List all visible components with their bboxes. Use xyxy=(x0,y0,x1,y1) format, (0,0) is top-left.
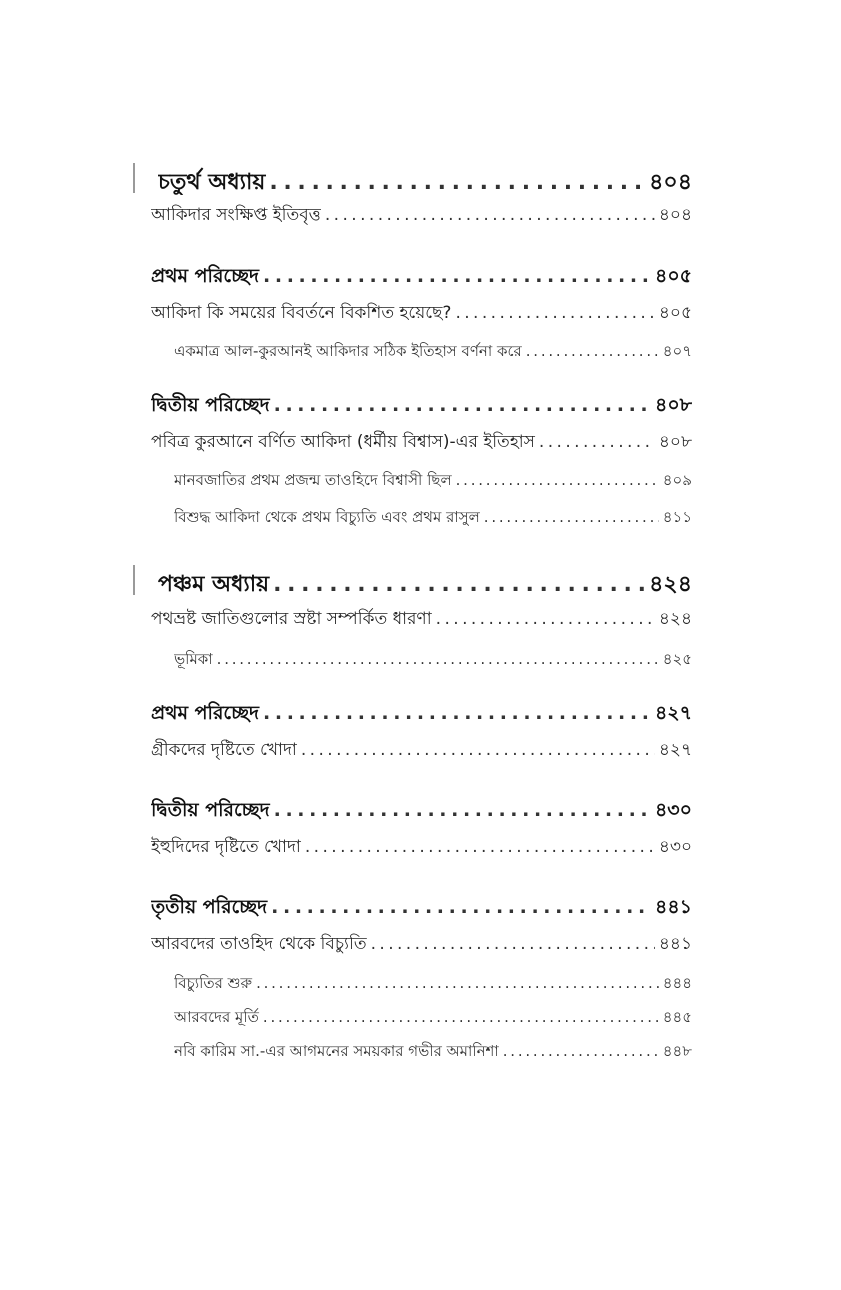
toc-entry-title: গ্রীকদের দৃষ্টিতে খোদা xyxy=(151,740,297,760)
dot-leader xyxy=(436,609,655,629)
dot-leader xyxy=(263,702,651,724)
toc-entry-title: চতুর্থ অধ্যায় xyxy=(158,170,266,195)
toc-entry-title: বিচ্যুতির শুরু xyxy=(174,974,253,992)
toc-entry-page: ৪০৭ xyxy=(662,342,692,360)
toc-entry-title: নবি কারিম সা.-এর আগমনের সময়কার গভীর অমানিশা xyxy=(174,1042,499,1060)
toc-entry-title: একমাত্র আল-কুরআনই আকিদার সঠিক ইতিহাস বর্ণনা করে xyxy=(174,342,522,360)
toc-entry-title: ইহুদিদের দৃষ্টিতে খোদা xyxy=(151,837,301,857)
toc-entry-topic xyxy=(151,606,692,632)
toc-entry-title: দ্বিতীয় পরিচ্ছেদ xyxy=(151,394,270,416)
toc-entry-page: ৪২৪ xyxy=(658,609,692,629)
toc-entry-page: ৪২৭ xyxy=(658,740,692,760)
dot-leader xyxy=(456,471,659,489)
toc-entry-page: ৪৪১ xyxy=(658,934,692,954)
toc-entry-page: ৪৪৫ xyxy=(662,1008,692,1026)
toc-entry-chapter xyxy=(158,567,692,597)
toc-entry-page: ৪৪৮ xyxy=(662,1042,692,1060)
toc-entry-page: ৪২৭ xyxy=(654,702,692,724)
dot-leader xyxy=(526,342,659,360)
toc-entry-page: ৪০৮ xyxy=(658,432,692,452)
toc-entry-section xyxy=(151,893,692,921)
toc-entry-page: ৪৪১ xyxy=(655,896,692,918)
dot-leader xyxy=(274,799,651,821)
toc-entry-section xyxy=(151,699,692,727)
toc-entry-page: ৪০৫ xyxy=(654,265,692,287)
dot-leader xyxy=(371,934,655,954)
dot-leader xyxy=(539,432,655,452)
toc-entry-section xyxy=(151,262,692,290)
toc-entry-page: ৪৩০ xyxy=(658,837,692,857)
dot-leader xyxy=(325,205,655,225)
toc-entry-page: ৪০৫ xyxy=(658,303,692,323)
toc-entry-page: ৪২৫ xyxy=(662,650,692,668)
toc-entry-title: পবিত্র কুরআনে বর্ণিত আকিদা (ধর্মীয় বিশ্বাস)-এর ইতিহাস xyxy=(151,432,535,452)
toc-entry-sub xyxy=(174,506,692,530)
toc-entry-page: ৪২৪ xyxy=(649,572,692,597)
toc-entry-title: আকিদা কি সময়ের বিবর্তনে বিকশিত হয়েছে? xyxy=(151,303,452,323)
dot-leader xyxy=(274,394,651,416)
dot-leader xyxy=(273,572,645,597)
dot-leader xyxy=(484,508,659,526)
chapter-marker-bar xyxy=(133,565,135,595)
toc-entry-sub xyxy=(174,648,692,672)
toc-entry-topic xyxy=(151,429,692,455)
chapter-marker-bar xyxy=(133,163,135,193)
toc-entry-sub xyxy=(174,1006,692,1030)
dot-leader xyxy=(256,974,659,992)
dot-leader xyxy=(263,1008,659,1026)
toc-entry-section xyxy=(151,391,692,419)
toc-entry-page: ৪০৪ xyxy=(658,205,692,225)
dot-leader xyxy=(271,896,651,918)
toc-entry-chapter xyxy=(158,165,692,195)
toc-entry-page: ৪৪৪ xyxy=(662,974,692,992)
toc-entry-page: ৪০৮ xyxy=(654,394,692,416)
dot-leader xyxy=(305,837,655,857)
dot-leader xyxy=(301,740,655,760)
toc-entry-topic xyxy=(151,737,692,763)
toc-entry-title: ভূমিকা xyxy=(174,650,213,668)
toc-entry-title: বিশুদ্ধ আকিদা থেকে প্রথম বিচ্যুতি এবং প্রথম রাসুল xyxy=(174,508,480,526)
toc-entry-page: ৪০৪ xyxy=(649,170,692,195)
toc-entry-title: পঞ্চম অধ্যায় xyxy=(158,572,270,597)
toc-entry-title: আরবদের মূর্তি xyxy=(174,1008,259,1026)
toc-entry-topic xyxy=(151,202,692,228)
toc-entry-page: ৪১১ xyxy=(662,508,692,526)
dot-leader xyxy=(217,650,659,668)
toc-entry-title: আকিদার সংক্ষিপ্ত ইতিবৃত্ত xyxy=(151,205,321,225)
dot-leader xyxy=(503,1042,659,1060)
dot-leader xyxy=(455,303,654,323)
toc-entry-sub xyxy=(174,340,692,364)
toc-entry-sub xyxy=(174,469,692,493)
toc-entry-title: তৃতীয় পরিচ্ছেদ xyxy=(151,896,268,918)
toc-entry-sub xyxy=(174,1040,692,1064)
toc-entry-page: ৪৩০ xyxy=(654,799,692,821)
toc-entry-title: মানবজাতির প্রথম প্রজন্ম তাওহিদে বিশ্বাসী ছিল xyxy=(174,471,452,489)
toc-entry-section xyxy=(151,796,692,824)
toc-entry-title: প্রথম পরিচ্ছেদ xyxy=(151,265,260,287)
toc-entry-title: পথভ্রষ্ট জাতিগুলোর স্রষ্টা সম্পর্কিত ধারণা xyxy=(151,609,432,629)
dot-leader xyxy=(263,265,651,287)
dot-leader xyxy=(269,170,645,195)
toc-entry-title: আরবদের তাওহিদ থেকে বিচ্যুতি xyxy=(151,934,367,954)
toc-entry-topic xyxy=(151,834,692,860)
toc-entry-page: ৪০৯ xyxy=(662,471,692,489)
toc-entry-title: দ্বিতীয় পরিচ্ছেদ xyxy=(151,799,270,821)
toc-entry-title: প্রথম পরিচ্ছেদ xyxy=(151,702,260,724)
toc-entry-sub xyxy=(174,972,692,996)
toc-entry-topic xyxy=(151,931,692,957)
toc-entry-topic xyxy=(151,300,692,326)
